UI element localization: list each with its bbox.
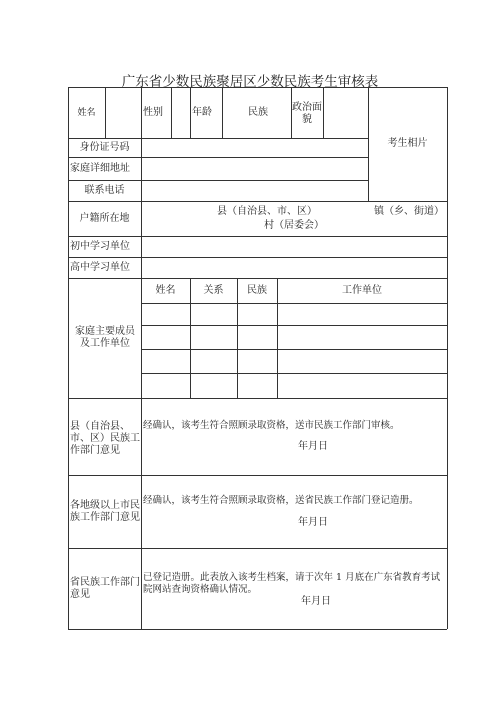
id-number-field[interactable] [141, 138, 368, 157]
city-opinion-text: 经确认，该考生符合照顾录取资格，送省民族工作部门登记造册。 [143, 495, 419, 506]
province-opinion-text: 已登记造册。此表放入该考生档案，请于次年 1 月底在广东省教育考试院网站查询资格确认情况。 [143, 572, 441, 595]
family-row[interactable] [141, 303, 447, 325]
household-village-text: 村（居委会） [264, 220, 324, 231]
province-opinion-field[interactable] [141, 548, 447, 629]
senior-school-field[interactable] [141, 257, 447, 278]
county-opinion-date: 年月日 [298, 441, 328, 452]
family-header-workplace: 工作单位 [342, 284, 382, 296]
phone-field[interactable] [141, 180, 368, 201]
gender-field[interactable] [171, 87, 190, 138]
family-row[interactable] [141, 349, 447, 373]
junior-school-label: 初中学习单位 [70, 240, 130, 252]
city-opinion-date: 年月日 [298, 517, 328, 528]
form-title: 广东省少数民族聚居区少数民族考生审核表 [121, 74, 379, 90]
county-opinion-field[interactable] [141, 398, 447, 475]
household-town-text: 镇（乡、街道） [374, 206, 444, 217]
county-opinion-text: 经确认，该考生符合照顾录取资格，送市民族工作部门审核。 [143, 420, 400, 431]
ethnicity-label: 民族 [248, 106, 268, 118]
gender-label: 性别 [143, 106, 163, 118]
family-row[interactable] [141, 325, 447, 349]
city-opinion-field[interactable] [141, 475, 447, 548]
senior-school-label: 高中学习单位 [70, 261, 130, 273]
political-status-label: 政治面貌 [292, 102, 322, 125]
name-field[interactable] [105, 87, 141, 138]
family-members-label: 家庭主要成员及工作单位 [75, 326, 135, 349]
household-field[interactable] [141, 201, 447, 236]
id-number-label: 身份证号码 [79, 141, 130, 153]
family-header-name: 姓名 [155, 284, 176, 296]
ethnicity-field[interactable] [270, 87, 291, 138]
home-address-label: 家庭详细地址 [70, 162, 130, 174]
political-status-field[interactable] [323, 87, 368, 138]
county-opinion-label: 县（自治县、市、区）民族工作部门意见 [70, 420, 140, 456]
age-field[interactable] [222, 87, 246, 138]
age-label: 年龄 [192, 106, 212, 118]
photo-area[interactable]: 考生相片 [387, 138, 428, 149]
family-row[interactable] [141, 373, 447, 398]
city-opinion-label: 各地级以上市民族工作部门意见 [70, 499, 140, 523]
province-opinion-date: 年月日 [301, 596, 331, 607]
province-opinion-label: 省民族工作部门意见 [70, 576, 140, 600]
household-label: 户籍所在地 [79, 212, 130, 224]
name-label: 姓名 [77, 107, 96, 118]
household-county-text: 县（自治县、市、区） [217, 206, 317, 217]
home-address-field[interactable] [141, 157, 368, 180]
junior-school-field[interactable] [141, 236, 447, 257]
family-header-ethnicity: 民族 [247, 284, 267, 296]
phone-label: 联系电话 [84, 184, 125, 196]
family-header-relation: 关系 [203, 284, 224, 296]
